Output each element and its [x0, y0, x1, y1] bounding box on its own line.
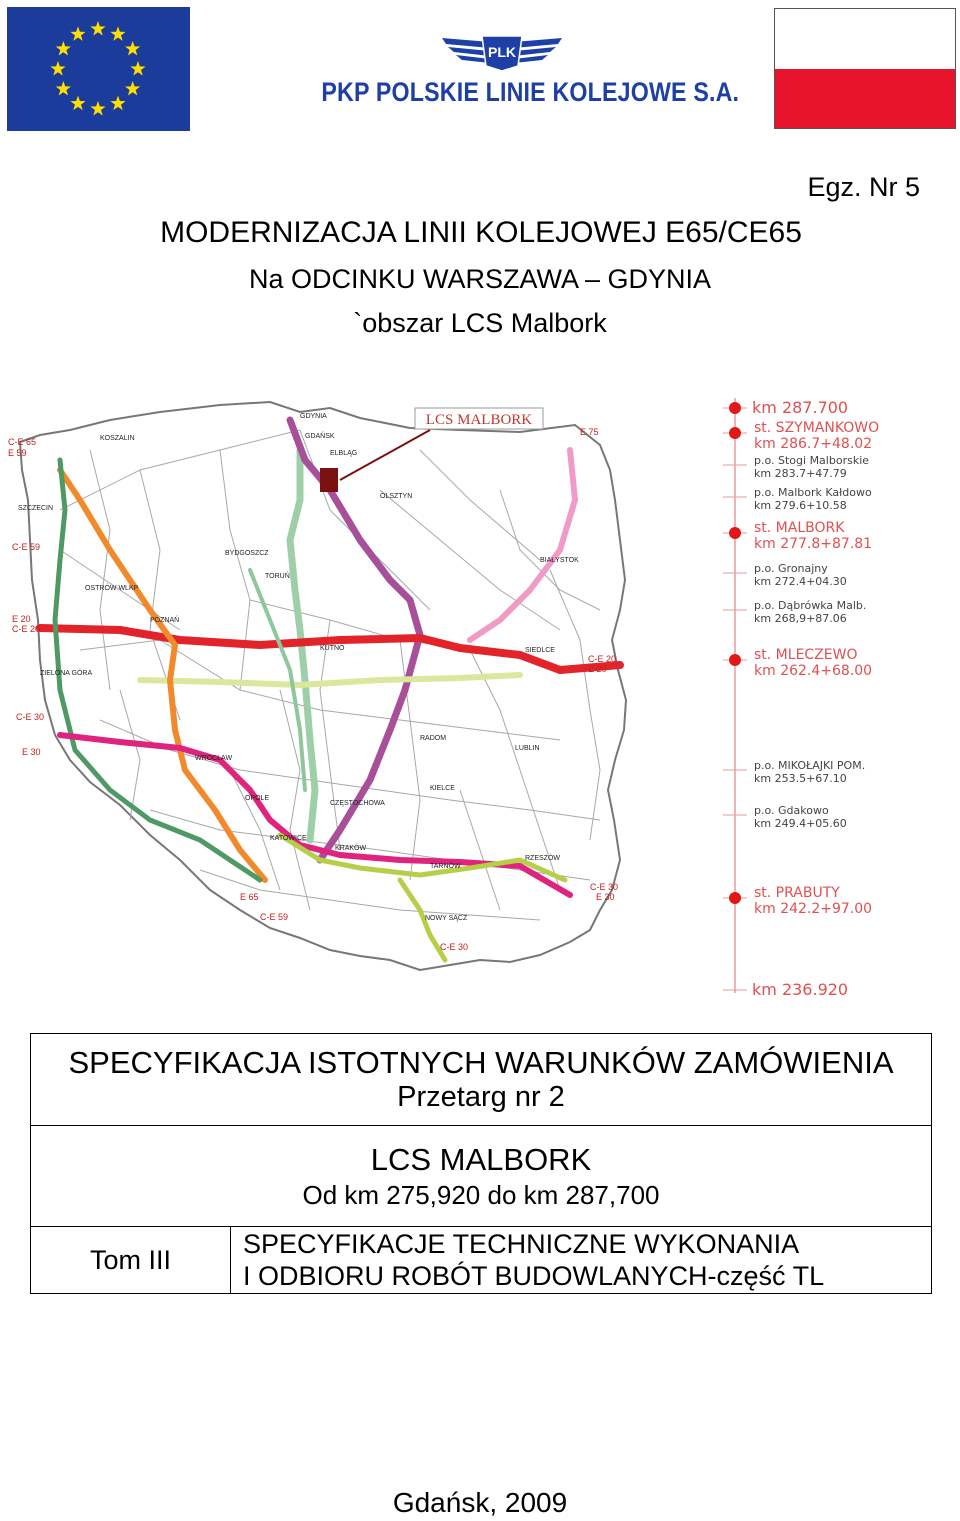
spec-row-volume: [31, 1227, 931, 1293]
volume-desc-line1: SPECYFIKACJE TECHNICZNE WYKONANIA: [243, 1229, 800, 1259]
doc-area: `obszar LCS Malbork: [353, 308, 607, 338]
chainage-km: km 287.700: [752, 398, 849, 417]
city-label: RADOM: [420, 735, 447, 742]
eu-star-icon: [56, 81, 71, 95]
city-label: CZĘSTOCHOWA: [330, 800, 385, 807]
chainage-km: km 236.920: [752, 980, 849, 999]
city-label: BIAŁYSTOK: [540, 557, 579, 564]
city-label: TORUŃ: [265, 573, 290, 580]
tender-number: Przetarg nr 2: [397, 1081, 565, 1113]
eu-flag-icon: [7, 7, 190, 131]
malbork-marker: [320, 468, 338, 492]
chainage-diagram: [723, 398, 879, 999]
eu-star-icon: [125, 41, 140, 55]
chainage-point-km: km 242.2+97.00: [754, 901, 873, 917]
chainage-point-name: st. PRABUTY: [754, 885, 840, 901]
city-label: POZNAŃ: [150, 617, 180, 624]
spec-heading: SPECYFIKACJA ISTOTNYCH WARUNKÓW ZAMÓWIENIA: [68, 1045, 894, 1080]
svg-text:C-E 30: C-E 30: [590, 882, 619, 892]
chainage-point-name: p.o. Dąbrówka Malb.: [754, 599, 867, 612]
doc-title-text: MODERNIZACJA LINII KOLEJOWEJ E65/CE65: [160, 216, 802, 249]
svg-text:E 30: E 30: [596, 892, 615, 902]
doc-title: [0, 216, 960, 250]
station-marker-icon: [729, 427, 741, 439]
chainage-point-name: st. MLECZEWO: [754, 647, 858, 663]
svg-text:E 20: E 20: [588, 664, 607, 674]
chainage-point-name: st. SZYMANKOWO: [754, 420, 880, 436]
poland-flag-icon: [774, 8, 956, 129]
city-label: BYDGOSZCZ: [225, 550, 269, 557]
chainage-point-km: km 253.5+67.10: [754, 772, 847, 785]
railway-map-svg: [0, 390, 960, 1005]
chainage-point-name: p.o. Gronajny: [754, 562, 828, 575]
eu-star-icon: [50, 61, 65, 75]
eu-star-icon: [130, 61, 145, 75]
city-label: GDYNIA: [300, 413, 327, 420]
eu-star-icon: [90, 101, 105, 115]
km-range: Od km 275,920 do km 287,700: [302, 1180, 660, 1210]
eu-star-icon: [70, 96, 85, 110]
city-label: KOSZALIN: [100, 435, 135, 442]
city-label: OLSZTYN: [380, 493, 413, 500]
svg-text:E 30: E 30: [22, 747, 41, 757]
svg-text:E 65: E 65: [240, 892, 259, 902]
svg-text:C-E 20: C-E 20: [12, 624, 41, 634]
flag-red-stripe: [775, 69, 955, 129]
city-label: WROCŁAW: [195, 755, 233, 762]
chainage-point-km: km 262.4+68.00: [754, 663, 873, 679]
eu-star-icon: [125, 81, 140, 95]
svg-text:C-E 20: C-E 20: [588, 654, 617, 664]
chainage-point-name: p.o. Malbork Kałdowo: [754, 486, 872, 499]
city-label: SIEDLCE: [525, 647, 555, 654]
svg-text:C-E 59: C-E 59: [12, 542, 41, 552]
city-label: LUBLIN: [515, 745, 540, 752]
svg-text:E 20: E 20: [12, 614, 31, 624]
svg-text:C-E 30: C-E 30: [440, 942, 469, 952]
plk-logo: [292, 30, 740, 110]
chainage-point-km: km 249.4+05.60: [754, 817, 847, 830]
svg-text:C-E 65: C-E 65: [8, 437, 37, 447]
city-label: TARNÓW: [430, 863, 461, 870]
eu-star-icon: [70, 26, 85, 40]
spec-row-heading: [31, 1034, 931, 1126]
chainage-point-name: p.o. MIKOŁAJKI POM.: [754, 759, 866, 772]
city-label: ELBLĄG: [330, 450, 358, 457]
chainage-point-km: km 279.6+10.58: [754, 499, 847, 512]
chainage-point-name: st. MALBORK: [754, 520, 845, 536]
callout-label: LCS MALBORK: [425, 412, 533, 428]
svg-text:E 59: E 59: [8, 448, 27, 458]
eu-star-icon: [110, 96, 125, 110]
city-label: OPOLE: [245, 795, 270, 802]
volume-desc-line2: I ODBIORU ROBÓT BUDOWLANYCH-część TL: [243, 1261, 825, 1291]
chainage-point-km: km 283.7+47.79: [754, 467, 847, 480]
chainage-point-name: p.o. Stogi Malborskie: [754, 454, 870, 467]
city-label: KRAKÓW: [335, 845, 367, 852]
eu-star-icon: [90, 21, 105, 35]
plk-wings-icon: [440, 30, 564, 72]
station-marker-icon: [729, 654, 741, 666]
eu-stars: [7, 7, 190, 131]
svg-text:E 75: E 75: [580, 427, 599, 437]
city-label: ZIELONA GÓRA: [40, 670, 93, 677]
chainage-point-km: km 277.8+87.81: [754, 536, 873, 552]
section-name: LCS MALBORK: [370, 1142, 592, 1177]
city-label: KIELCE: [430, 785, 455, 792]
copy-number: Egz. Nr 5: [807, 172, 920, 202]
doc-subtitle: Na ODCINKU WARSZAWA – GDYNIA: [248, 264, 712, 294]
station-marker-icon: [729, 402, 741, 414]
chainage-point-name: p.o. Gdakowo: [754, 804, 829, 817]
flag-white-stripe: [775, 9, 955, 69]
eu-star-icon: [110, 26, 125, 40]
city-label: NOWY SĄCZ: [425, 915, 468, 922]
spec-table: [30, 1033, 932, 1294]
volume-label: Tom III: [31, 1227, 231, 1293]
svg-text:C-E 30: C-E 30: [16, 712, 45, 722]
railway-map: [0, 390, 960, 1005]
chainage-point-km: km 286.7+48.02: [754, 436, 873, 452]
city-label: OSTRÓW WLKP: [85, 585, 139, 592]
city-label: KATOWICE: [270, 835, 307, 842]
station-marker-icon: [729, 892, 741, 904]
plk-company-name: PKP POLSKIE LINIE KOLEJOWE S.A.: [321, 77, 740, 107]
city-label: GDAŃSK: [305, 433, 335, 440]
station-marker-icon: [729, 527, 741, 539]
chainage-point-km: km 272.4+04.30: [754, 575, 847, 588]
volume-description: [231, 1227, 931, 1293]
city-label: SZCZECIN: [18, 505, 53, 512]
city-label: RZESZÓW: [525, 855, 560, 862]
eu-star-icon: [56, 41, 71, 55]
svg-text:C-E 59: C-E 59: [260, 912, 289, 922]
plk-emblem-text: PLK: [488, 44, 516, 60]
place-date: Gdańsk, 2009: [392, 1487, 568, 1518]
spec-row-section: [31, 1126, 931, 1227]
city-label: KUTNO: [320, 645, 345, 652]
chainage-point-km: km 268,9+87.06: [754, 612, 847, 625]
